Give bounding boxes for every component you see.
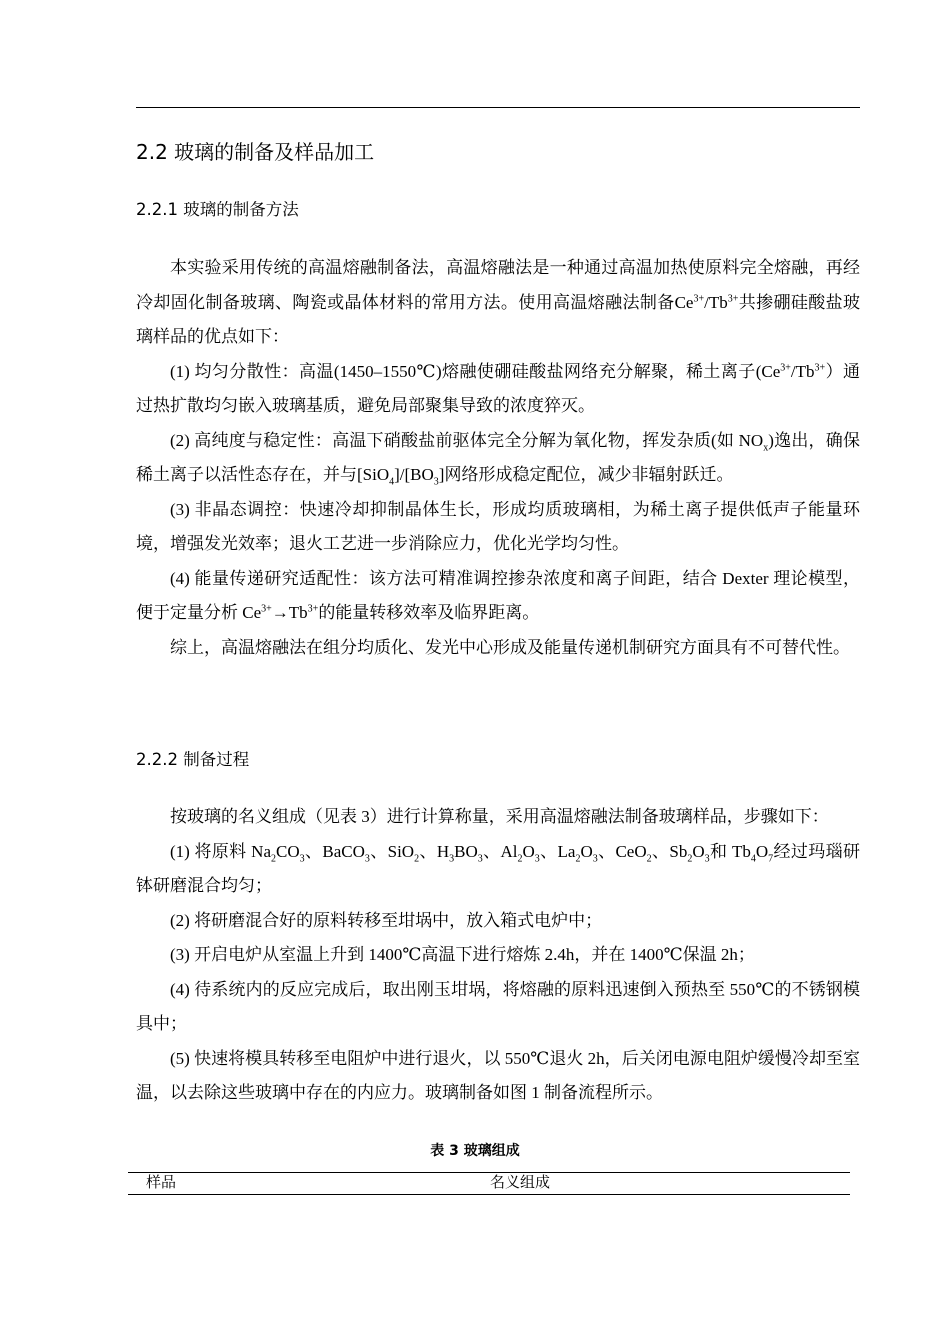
method-summary-paragraph: 综上，高温熔融法在组分均质化、发光中心形成及能量传递机制研究方面具有不可替代性。 xyxy=(170,637,850,657)
table-caption: 表 3 玻璃组成 xyxy=(430,1143,520,1159)
subsection-heading-preparation-method: 2.2.1 玻璃的制备方法 xyxy=(136,200,299,219)
step-4-paragraph: (4) 待系统内的反应完成后，取出刚玉坩埚，将熔融的原料迅速倒入预热至 550℃的不锈钢模具中； xyxy=(136,979,860,1033)
subsection-heading-preparation-process: 2.2.2 制备过程 xyxy=(136,750,250,769)
process-body xyxy=(136,800,860,1111)
header-rule xyxy=(136,107,860,108)
advantage-4-paragraph: (4) 能量传递研究适配性：该方法可精准调控掺杂浓度和离子间距，结合 Dexter 理论模型，便于定量分析 $Ce^{3+}\to Tb^{3+}$的能量转移效率及临界距离。 xyxy=(136,568,860,622)
method-body xyxy=(136,251,860,665)
advantage-3-paragraph: (3) 非晶态调控：快速冷却抑制晶体生长，形成均质玻璃相，为稀土离子提供低声子能量环境，增强发光效率；退火工艺进一步消除应力，优化光学均匀性。 xyxy=(136,499,860,553)
method-intro-paragraph: 本实验采用传统的高温熔融制备法，高温熔融法是一种通过高温加热使原料完全熔融，再经冷却固化制备玻璃、陶瓷或晶体材料的常用方法。使用高温熔融法制备$Ce^{3+}/Tb^{3+}$共掺硼硅酸盐玻璃样品的优点如下： xyxy=(136,258,860,346)
section-heading: 2.2 玻璃的制备及样品加工 xyxy=(136,140,375,164)
step-1-paragraph: (1) 将原料 $Na_2CO_3$、BaCO$_3$、SiO$_2$、$H_3BO_3$、$Al_2O_3$、$La_2O_3$、CeO$_2$、$Sb_2O_3$和 $Tb_4O_7$经过玛瑙研钵研磨混合均匀； xyxy=(136,841,860,895)
process-intro-paragraph: 按玻璃的名义组成（见表 3）进行计算称量，采用高温熔融法制备玻璃样品，步骤如下： xyxy=(170,807,829,826)
step-2-paragraph: (2) 将研磨混合好的原料转移至坩埚中，放入箱式电炉中； xyxy=(170,910,603,930)
step-5-paragraph: (5) 快速将模具转移至电阻炉中进行退火，以 550℃退火 2h，后关闭电源电阻炉缓慢冷却至室温，以去除这些玻璃中存在的内应力。玻璃制备如图 1 制备流程所示。 xyxy=(136,1048,860,1102)
table-header-sample: 样品 xyxy=(146,1175,177,1191)
step-3-paragraph: (3) 开启电炉从室温上升到 1400℃高温下进行熔炼 2.4h，并在 1400℃保温 2h； xyxy=(170,945,755,964)
composition-table xyxy=(128,1172,850,1195)
table-header-composition: 名义组成 xyxy=(490,1175,551,1191)
advantage-2-paragraph: (2) 高纯度与稳定性：高温下硝酸盐前驱体完全分解为氧化物，挥发杂质(如 $NO_x$)逸出，确保稀土离子以活性态存在，并与$[SiO_4]/[BO_3]$网络形成稳定配位，减少非辐射跃迁。 xyxy=(136,430,860,488)
advantage-1-paragraph: (1) 均匀分散性：高温(1450–1550℃)熔融使硼硅酸盐网络充分解聚，稀土离子$(Ce^{3+}/Tb^{3+})$通过热扩散均匀嵌入玻璃基质，避免局部聚集导致的浓度猝灭。 xyxy=(136,361,860,415)
